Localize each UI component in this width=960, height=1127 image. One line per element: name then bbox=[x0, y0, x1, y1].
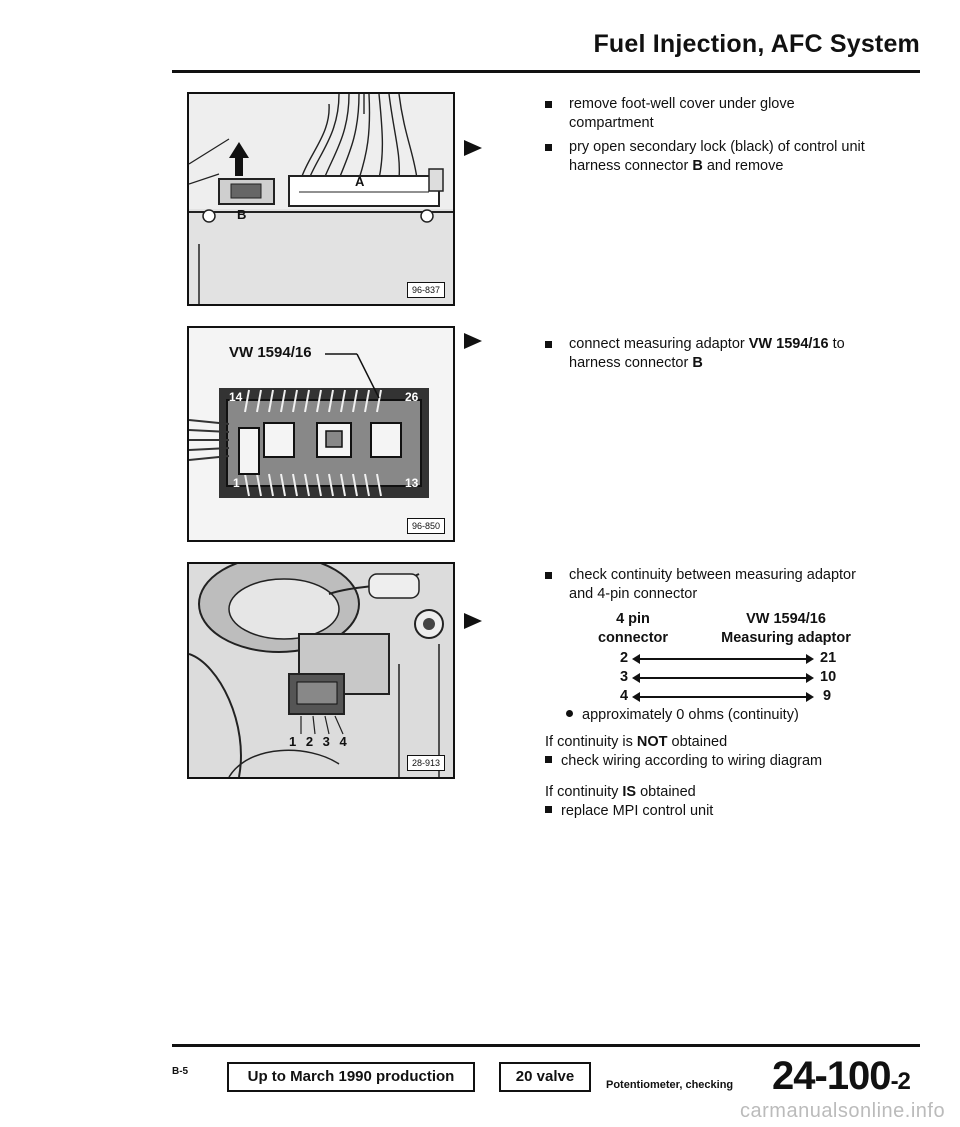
figure-label-b: B bbox=[237, 207, 247, 222]
table-col1-header: 4 pin connector bbox=[597, 611, 669, 646]
step-pry-lock bbox=[545, 138, 885, 176]
table-row: 4 9 bbox=[620, 688, 832, 704]
production-range-box: Up to March 1990 production bbox=[227, 1062, 475, 1092]
pin-label-1: 1 bbox=[233, 476, 240, 490]
condition-obtained: If continuity IS obtained replace MPI control unit bbox=[545, 784, 714, 819]
section-subtitle: Potentiometer, checking bbox=[606, 1079, 734, 1091]
engine-variant-box: 20 valve bbox=[499, 1062, 591, 1092]
condition-not-obtained: If continuity is NOT obtained check wiring according to wiring diagram bbox=[545, 734, 823, 769]
figure-connector-removal bbox=[187, 92, 455, 306]
pin-label-26: 26 bbox=[405, 390, 419, 404]
figure-code: 96-837 bbox=[407, 282, 445, 298]
page-reference: B-5 bbox=[172, 1066, 189, 1077]
page-number: 24-100-2 bbox=[772, 1054, 910, 1098]
square-bullet-icon bbox=[545, 806, 552, 813]
step-text: check continuity between measuring adaptor and 4-pin connector bbox=[569, 567, 856, 602]
tool-label: VW 1594/16 bbox=[229, 344, 312, 361]
square-bullet-icon bbox=[545, 341, 552, 348]
table-row: 3 10 bbox=[620, 669, 837, 685]
figure-measuring-adaptor bbox=[187, 326, 455, 542]
step-text: pry open secondary lock (black) of control unit harness connector B and remove bbox=[569, 139, 865, 174]
pointer-arrow-icon bbox=[464, 140, 482, 156]
round-bullet-icon bbox=[566, 710, 573, 717]
step-text: remove foot-well cover under glove compartment bbox=[569, 96, 795, 131]
pin-number-labels: 1 2 3 4 bbox=[289, 734, 350, 749]
connector-removal-illustration bbox=[189, 94, 453, 304]
page-title: Fuel Injection, AFC System bbox=[593, 30, 920, 58]
pointer-arrow-icon bbox=[464, 333, 482, 349]
pointer-arrow-icon bbox=[464, 613, 482, 629]
pin-label-14: 14 bbox=[229, 390, 243, 404]
pin-label-13: 13 bbox=[405, 476, 419, 490]
square-bullet-icon bbox=[545, 572, 552, 579]
step-connect-adaptor bbox=[545, 335, 885, 373]
footer-rule bbox=[172, 1044, 920, 1047]
figure-code: 28-913 bbox=[407, 755, 445, 771]
arrowhead-right-icon bbox=[806, 692, 814, 702]
site-watermark: carmanualsonline.info bbox=[740, 1100, 946, 1122]
table-col2-header: VW 1594/16 Measuring adaptor bbox=[721, 611, 851, 646]
square-bullet-icon bbox=[545, 101, 552, 108]
table-row: 2 21 bbox=[620, 650, 837, 666]
step-check-continuity bbox=[545, 566, 865, 604]
step-text: connect measuring adaptor VW 1594/16 to harness connector B bbox=[569, 336, 845, 371]
continuity-note: approximately 0 ohms (continuity) bbox=[566, 706, 799, 725]
arrowhead-right-icon bbox=[806, 673, 814, 683]
arrowhead-right-icon bbox=[806, 654, 814, 664]
figure-code: 96-850 bbox=[407, 518, 445, 534]
square-bullet-icon bbox=[545, 144, 552, 151]
header-rule bbox=[172, 70, 920, 73]
figure-label-a: A bbox=[355, 174, 365, 189]
figure-four-pin-connector bbox=[187, 562, 455, 779]
square-bullet-icon bbox=[545, 756, 552, 763]
step-remove-cover bbox=[545, 95, 875, 133]
